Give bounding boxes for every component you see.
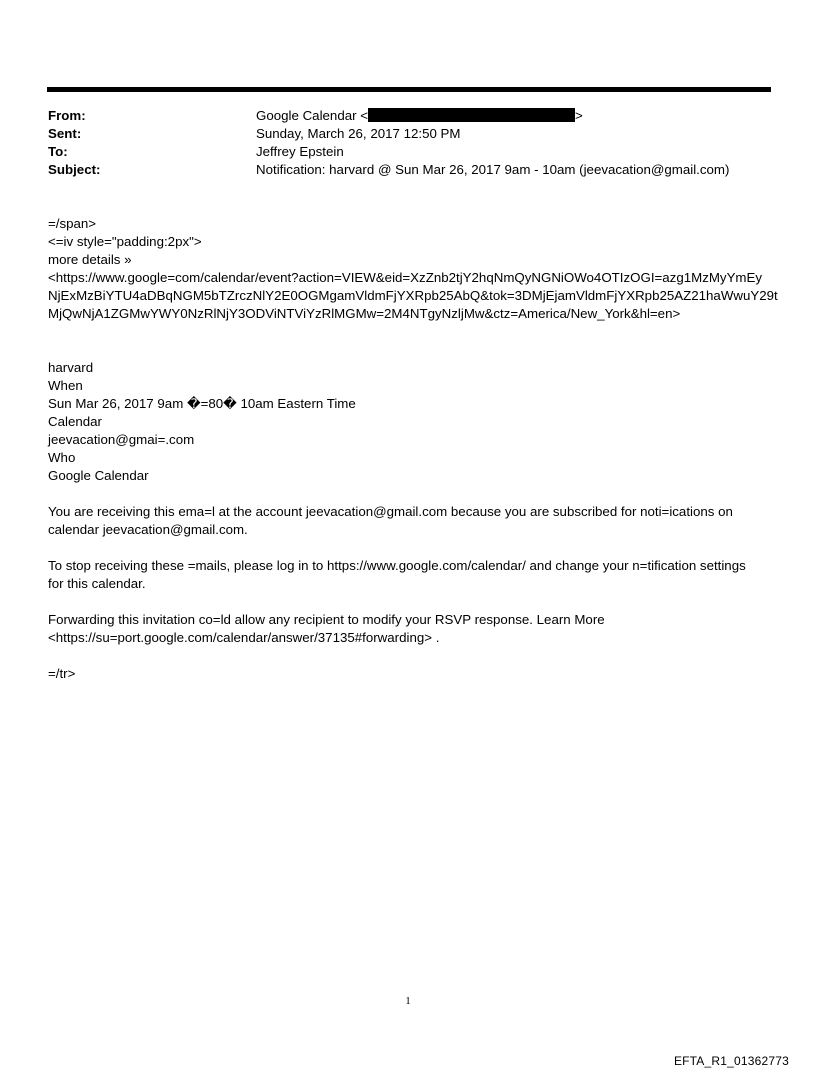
calendar-value: jeevacation@gmai=.com (48, 432, 195, 447)
document-id: EFTA_R1_01362773 (673, 1054, 789, 1068)
event-url-line-1[interactable]: <https://www.google=com/calendar/event?action=VIEW&eid=XzZnb2tjY2hqNmQyNGNiOWo4OTIzOGI=azg1MzMyYmEy (48, 270, 763, 285)
span-close-text: =/span> (48, 216, 97, 231)
div-open-text: <=iv style="padding:2px"> (48, 234, 202, 249)
forwarding-notice (48, 611, 776, 647)
forwarding-learn-more-link[interactable]: <https://su=port.google.com/calendar/answer/37135#forwarding> . (48, 630, 440, 645)
event-url-line-2[interactable]: NjExMzBiYTU4aDBqNGM5bTZrczNlY2E0OGMgamVldmFjYXRpb25AbQ&tok=3DMjEjamVldmFjYXRpb25AZ21haWwuY29t (48, 288, 778, 303)
who-label: Who (48, 450, 76, 465)
when-label: When (48, 378, 83, 393)
subscription-notice-line-2: calendar jeevacation@gmail.com. (48, 522, 248, 537)
calendar-label: Calendar (48, 414, 102, 429)
page-number: 1 (405, 995, 411, 1007)
header-divider (47, 87, 771, 92)
subscription-notice (48, 503, 776, 539)
tr-close-text: =/tr> (48, 666, 76, 681)
unsubscribe-notice (48, 557, 776, 593)
from-label: From: (48, 108, 86, 123)
forwarding-notice-line-1: Forwarding this invitation co=ld allow any recipient to modify your RSVP response. Learn More (48, 612, 605, 627)
sent-row (48, 125, 768, 143)
unsubscribe-notice-line-1: To stop receiving these =mails, please log in to https://www.google.com/calendar/ and change your n=tification settings (48, 558, 746, 573)
when-value: Sun Mar 26, 2017 9am �=80� 10am Eastern Time (48, 396, 356, 411)
event-details (48, 359, 776, 485)
sent-label: Sent: (48, 126, 82, 141)
subject-label: Subject: (48, 162, 101, 177)
email-header (48, 107, 768, 179)
event-title: harvard (48, 360, 94, 375)
from-value (256, 107, 768, 125)
more-details-link[interactable]: more details » (48, 252, 132, 267)
from-suffix: > (575, 108, 583, 123)
to-row (48, 143, 768, 161)
html-fragment-block (48, 215, 776, 323)
event-url-line-3[interactable]: MjQwNjA1ZGMwYWY0NzRlNjY3ODViNTViYzRlMGMw=2M4NTgyNzljMw&ctz=America/New_York&hl=en> (48, 306, 681, 321)
subscription-notice-line-1: You are receiving this ema=l at the account jeevacation@gmail.com because you are subscribed for noti=ications on (48, 504, 733, 519)
who-value: Google Calendar (48, 468, 149, 483)
subject-row (48, 161, 768, 179)
from-row (48, 107, 768, 125)
to-value: Jeffrey Epstein (256, 144, 344, 159)
tr-close-block (48, 665, 776, 683)
unsubscribe-notice-line-2: for this calendar. (48, 576, 146, 591)
subject-value: Notification: harvard @ Sun Mar 26, 2017 9am - 10am (jeevacation@gmail.com) (256, 162, 730, 177)
redaction-box (368, 108, 575, 122)
from-sender: Google Calendar < (256, 108, 368, 123)
sent-value: Sunday, March 26, 2017 12:50 PM (256, 126, 461, 141)
to-label: To: (48, 144, 68, 159)
